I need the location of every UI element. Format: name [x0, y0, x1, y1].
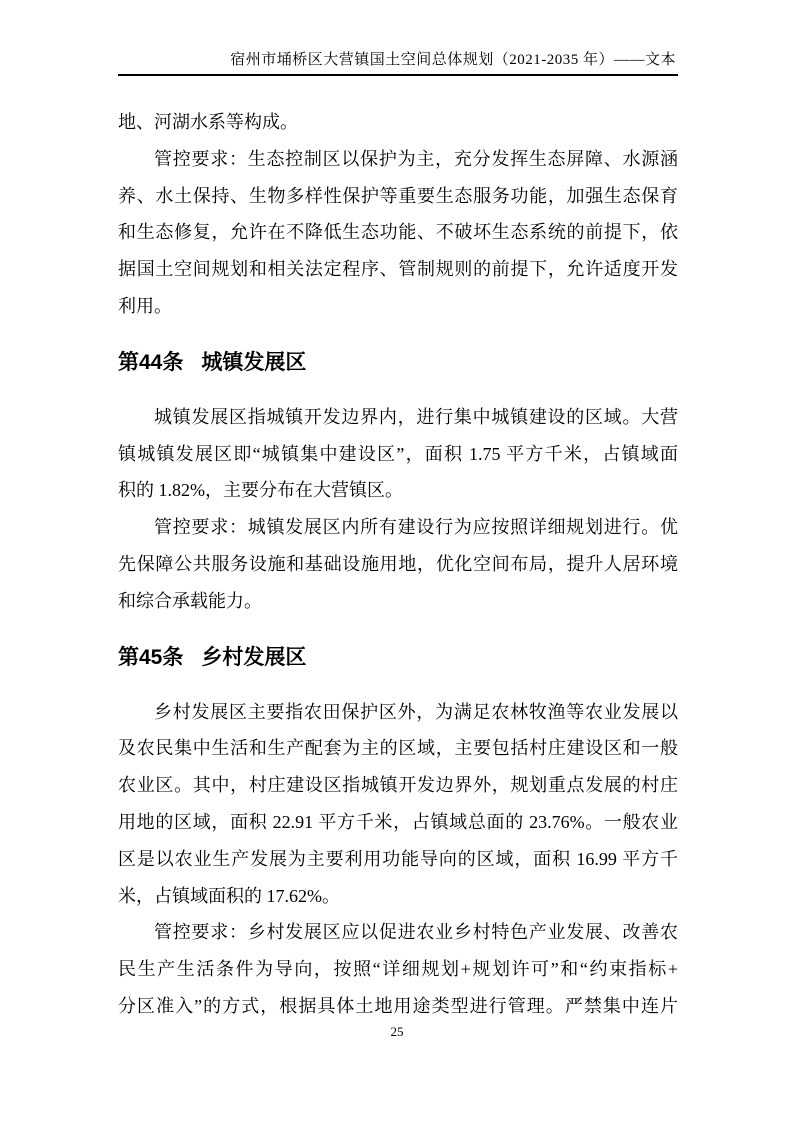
- text-line: 养、水土保持、生物多样性保护等重要生态服务功能，加强生态保育: [118, 185, 678, 206]
- text-line: 城镇发展区指城镇开发边界内，进行集中城镇建设的区域。大营: [154, 406, 678, 427]
- text-line: 民生产生活条件为导向，按照“详细规划+规划许可”和“约束指标+: [118, 959, 678, 980]
- text-line: 地、河湖水系等构成。: [118, 112, 298, 132]
- text-line: 用地的区域，面积 22.91 平方千米，占镇域总面的 23.76%。一般农业: [118, 811, 678, 832]
- section-title: 乡村发展区: [201, 645, 307, 669]
- text-line: 区是以农业生产发展为主要利用功能导向的区域，面积 16.99 平方千: [118, 848, 678, 869]
- text-line: 积的 1.82%，主要分布在大营镇区。: [118, 480, 403, 501]
- text-line: 及农民集中生活和生产配套为主的区域，主要包括村庄建设区和一般: [118, 738, 678, 759]
- text-line: 利用。: [118, 295, 172, 316]
- text-line: 农业区。其中，村庄建设区指城镇开发边界外，规划重点发展的村庄: [118, 775, 678, 796]
- text-line: 管控要求：乡村发展区应以促进农业乡村特色产业发展、改善农: [154, 922, 678, 943]
- text-line: 分区准入”的方式，根据具体土地用途类型进行管理。严禁集中连片: [118, 995, 678, 1016]
- header-title: 宿州市埇桥区大营镇国土空间总体规划（2021-2035 年）——文本: [230, 52, 676, 68]
- section-number: 第45条: [118, 645, 184, 669]
- page-header: [118, 51, 678, 76]
- section-title: 城镇发展区: [201, 350, 307, 374]
- text-line: 镇城镇发展区即“城镇集中建设区”，面积 1.75 平方千米，占镇域面: [118, 443, 678, 464]
- text-line: 和生态修复，允许在不降低生态功能、不破坏生态系统的前提下，依: [118, 222, 678, 243]
- section-heading: [118, 639, 678, 676]
- text-line: 先保障公共服务设施和基础设施用地，优化空间布局，提升人居环境: [118, 553, 678, 574]
- section-number: 第44条: [118, 350, 184, 374]
- text-line: 乡村发展区主要指农田保护区外，为满足农林牧渔等农业发展以: [154, 701, 678, 722]
- text-line: 管控要求：城镇发展区内所有建设行为应按照详细规划进行。优: [154, 517, 678, 538]
- text-line: 米，占镇域面积的 17.62%。: [118, 885, 340, 906]
- page-footer: [0, 1024, 794, 1040]
- text-line: 据国土空间规划和相关法定程序、管制规则的前提下，允许适度开发: [118, 259, 678, 280]
- text-line: 和综合承载能力。: [118, 590, 262, 611]
- page-number: 25: [390, 1024, 404, 1039]
- section-heading: [118, 344, 678, 381]
- text-line: 管控要求：生态控制区以保护为主，充分发挥生态屏障、水源涵: [154, 148, 678, 169]
- content: [118, 104, 678, 1025]
